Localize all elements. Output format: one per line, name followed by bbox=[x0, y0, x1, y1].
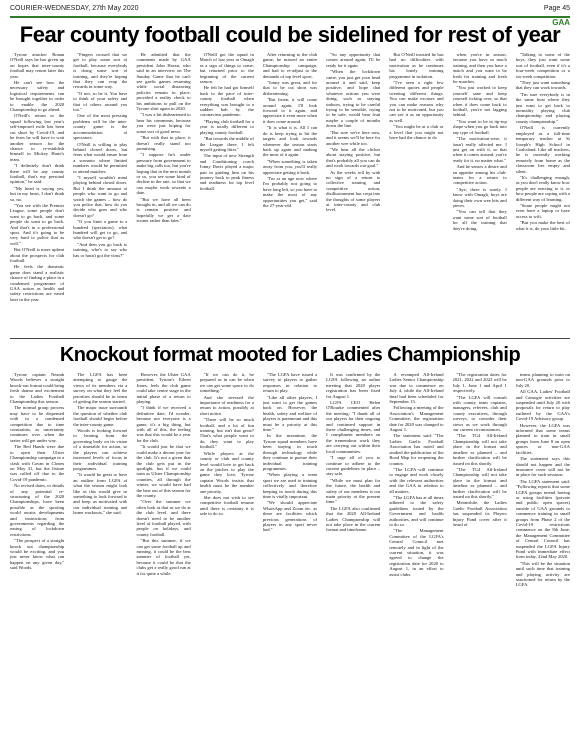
paragraph: "I think if we received a definitive date, I'd wonder, because not everyone is a game, it's a big thing, but with all of this, the feeling was that this would be a year for the club. bbox=[136, 405, 191, 443]
paragraph: The statement says this should not happen and the insurance cover will not be in place for such sessions. bbox=[515, 456, 570, 478]
paragraph: A revamped All-Ireland Ladies Senior Championship was due to commence on July 4, while the All-Ireland final had been scheduled for September 13. bbox=[389, 372, 444, 405]
paragraph: "I myself wouldn't mind playing behind closed doors. But I think the amount of people who want to go and watch the games – how do you police that, how do you decide who goes and who doesn't go? bbox=[73, 174, 128, 218]
paragraph: "But we have all been brought in, and all we can do is remain positive and hopefully we get a date sooner rather than later." bbox=[136, 196, 191, 224]
paragraph: Woods is looking forward to hearing from the governing body on its vision of a timetable for action, so the players can achieve increased levels of focus in their individual training programmes. bbox=[73, 428, 128, 471]
paragraph: The statement said: "The Ladies Gaelic Football Association has noted and studied the publication of the Road Map for reopening the country. bbox=[389, 433, 444, 466]
paragraph: And she stressed the importance of readiness for a return to action, possibly at short notice. bbox=[199, 394, 254, 416]
paragraph: "They just want something that they can work towards. bbox=[515, 80, 570, 91]
paragraph: "Some people might not even have a laptop or have access to wifi. bbox=[515, 202, 570, 219]
paragraph: It was confirmed by the LGFA following an online meeting that 2020 player registration has been fixed for August 1. bbox=[326, 372, 381, 399]
paragraph: "Like all other players, I just want to get the games back on. However, the health, safety and welfare of players is paramount and this must be a priority at this time." bbox=[262, 394, 318, 433]
paragraph: "If not, so be it. You have to think of your safety and that of others around you too." bbox=[73, 90, 128, 113]
paragraph: "You can tell that they want some sort of football for all the training that they're doing. bbox=[452, 209, 507, 231]
paragraph: He felt he had got himself back to the pace of inter-county football when everything was brought to a sudden halt by the coronavirus pandemic. bbox=[199, 85, 254, 118]
paragraph: when you're in season, because you have so much training, and then you have a match and you want to be fresh for training and fresh for matches. bbox=[452, 52, 507, 85]
paragraph: "You might be at a club or a level that you might not have had the chance to do bbox=[389, 124, 444, 141]
paragraph: "The Management Committee of the LGFA's Central Council met remotely and in light of the current situation, it was agreed to change the registration date for 2020 to August 1, in an effort to assist clubs. bbox=[389, 528, 444, 577]
paragraph: "When the lockdown came, you just get your head around it and said, keep positive, and hope that whatever actions you were doing, such as staying indoors, trying to be careful trying to be sensible, trying to be safe, would bear fruit maybe a couple of months down the line. bbox=[326, 69, 381, 129]
paragraph: "Over the summer we often look at that as we do at the club level, and there doesn't need to be another level of football played, with people on holidays, and county football. bbox=[136, 499, 191, 537]
paragraph: "But with that in place, it doesn't really stand too promising. bbox=[136, 135, 191, 151]
paragraph: He admitted that the comments made by GAA president John Horan, who said in an interview on The Sunday Game that he can't see gaelic games resuming while social distancing policies remain in place, provided a reality check to his ambitions to pull on the Tyrone shirt again in 2020. bbox=[136, 52, 191, 112]
text-column bbox=[453, 372, 507, 729]
paragraph: The LGFA also confirmed that the 2020 All-Ireland Ladies Championship will not take place in the current format and timeframe. bbox=[326, 505, 381, 533]
paragraph: "You see with the Premier League, some people don't want to go back, and some people do want to go back. And that's in a professional sport. And it's going to be very hard to police that as well." bbox=[10, 202, 65, 246]
article2-body bbox=[10, 372, 570, 729]
paragraph: "The LGFA will consult with county team captains, managers, referees, club and county executives, through surveys, to consider their views as we work through our current circumstances. bbox=[452, 394, 507, 433]
paragraph: Tyrone attacker Ronan O'Neill says he has given up on hopes that inter-county football may return later this year. bbox=[10, 52, 65, 79]
paragraph: "Aye, there is surely. I know with Omagh, boys are doing their own wee bits and pieces. bbox=[452, 186, 507, 208]
paragraph: He can't see how the necessary safety and logistical requirements can be brought together in order to enable the 2020 Championship to go ahead. bbox=[10, 80, 65, 113]
paragraph: "The TG4 All-Ireland Championship will not take place in the format and timeline as planned – and further clarification will be issued on this shortly." bbox=[452, 466, 507, 499]
paragraph: The LGFA has been attempting to gauge the views of its members via a survey on what they feel the priorities should be in terms of getting the season started. bbox=[73, 372, 128, 405]
article2-headline: Knockout format mooted for Ladies Championship bbox=[59, 344, 521, 366]
paragraph: No revised dates, or details of any potential re-structuring of the 2020 Championships, have been possible as the sporting world awaits developments and instructions from governments regarding the easing of lockdown restrictions. bbox=[10, 483, 65, 537]
paragraph: "I was a bit disheartened to hear his comments, because you were just hoping for some sort of good news. bbox=[136, 112, 191, 134]
paragraph: One of the most pressing problems will be the inter-county game is the accommodation of spectators. bbox=[73, 113, 128, 141]
paragraph: "The LGFA will continue to engage and work closely with the relevant authorities and the GAA in relation to all matters. bbox=[389, 466, 444, 494]
text-column bbox=[200, 52, 254, 333]
paragraph: "I definitely don't think there will be any county football, that's my personal opinion," he said. bbox=[10, 163, 65, 185]
paragraph: "I urge all of you to continue to adhere to the current guidelines in place – stay safe. bbox=[326, 455, 381, 477]
paragraph: "When something is taken away from you, you'll really appreciate getting it back. bbox=[262, 158, 318, 175]
paragraph: "My head is saying yes, but in my heart, I don't think so, no. bbox=[10, 185, 65, 202]
text-column bbox=[73, 52, 127, 333]
paragraph: "We should appreciate WhatsApp and Zoom etc. as these are facilities which previous generations of players in any sport never had." bbox=[262, 500, 318, 533]
text-column bbox=[326, 372, 380, 729]
paragraph: "I suppose he's under pressure from government to make big calls too, but you're hoping that in the next month or so, you see some kind of decline in the rate, so that we can maybe work towards a date. bbox=[136, 152, 191, 196]
paragraph: "But this summer, if we can get some football up and running, it could be the best summer of football yet, because it could be that the clubs get a really good run at it for quite a while. bbox=[136, 538, 191, 576]
text-column bbox=[10, 52, 64, 333]
paragraph: "If you limit a game to a hundred (spectators), what hundred will get to go, and who doesn't get to go? bbox=[73, 219, 128, 241]
paragraph: "I'm at an age now where I'm probably not going to have long left, so you have to make the most of any opportunities you get," said the 27-year-old. bbox=[262, 175, 318, 208]
paragraph: While players at the county or club and county level would love to get back on the pitches to play the game they love, Tyrone captain Woods insists that health must be the number one priority. bbox=[199, 450, 254, 494]
paragraph: teams planning to train on non-GAA grounds prior to July 20. bbox=[515, 372, 570, 388]
text-column bbox=[10, 372, 64, 729]
header-rule bbox=[10, 16, 570, 18]
paragraph: She does not wish to see competitive football resume until there is certainty it is safe to do so. bbox=[199, 494, 254, 517]
paragraph: "You want to be in tip-top shape when you go back into any type of football. bbox=[452, 118, 507, 135]
paragraph: The input of new Strength and Conditioning coach Jonny Davis played a major part in guiding him on his journey back to peak fitness and readiness for top level football. bbox=[199, 153, 254, 191]
paragraph: "It would just be that we could make a decent year for the club. It's not a given that the club gets put in the spotlight, but if we could train as Ulster Championship counties, all through the winter, we would have had the best out of this season for the county. bbox=[136, 444, 191, 498]
article1-body bbox=[10, 52, 570, 333]
paragraph: O'Neill got the squad in March of last year at Omagh as a sign of things to come, but returned prior to the beginning of the current season. bbox=[199, 52, 254, 85]
paragraph: In the meantime, the Tyrone squad members have been staying in touch through technology while they continue to pursue their individual training programmes. bbox=[262, 433, 318, 471]
paragraph: "It's challenging enough, as you don't really know how people are reacting to it, or how people are coping with a different way of learning. bbox=[515, 174, 570, 202]
text-column bbox=[453, 52, 507, 333]
article-divider bbox=[10, 338, 570, 339]
text-column bbox=[263, 52, 317, 333]
paragraph: "The registration dates for 2021, 2022 and 2023 will be July 1, June 1 and April 1 respectively. bbox=[452, 372, 507, 394]
paragraph: "But sure we're here now, and it seems we'll be here for another wee while too. bbox=[326, 129, 381, 146]
paragraph: "But towards the middle of the League there, I felt myself getting fitter." bbox=[199, 136, 254, 152]
paragraph: O'Neill is currently employed as a full-time temporary teacher at St Joseph's High School in Coalisland. Like all teachers, he is currently working remotely from home as the classroom lies empty and silent. bbox=[515, 125, 570, 174]
paragraph: All GAA, Ladies' Football and Camogie activities are suspended until July 20 with proposals for return to play outlined by the GAA's Covid-19 Advisory group. bbox=[515, 389, 570, 422]
paragraph: LGFA CEO Helen O'Rourke commented after the meeting: "I thank all of our players for their ongoing and continued support in these challenging times, and I compliment members on the tremendous work they are carrying out within their local communities. bbox=[326, 400, 381, 454]
paragraph: But O'Neill is more upbeat about the prospects for club football. bbox=[10, 247, 65, 264]
paragraph: As the weeks roll by with no sign of a return to collective training and competitive action, disillusionment has crept into the thoughts of some players at inter-county and club level. bbox=[326, 169, 381, 213]
paragraph: "When playing a team sport we are used to training collectively and therefore keeping in touch during this time is vitally important. bbox=[262, 472, 318, 499]
paragraph: "But you make the best of what it is, do your little bit. bbox=[515, 220, 570, 231]
paragraph: "I've seen a right few different quotes and people tweeting different things. You can make excuses and you can make reasons why not to be motivated, but you can see it as an opportunity as well. bbox=[389, 80, 444, 123]
paragraph: "The LGFA have issued a survey to players to gather responses in relation to return to play. bbox=[262, 372, 318, 394]
paragraph: But O'Neill insisted he has had no difficulties with motivation as he continues his lonely training programme in isolation. bbox=[389, 52, 444, 79]
section-tag: GAA bbox=[552, 18, 570, 27]
paragraph: The Red Hands were due to open their Ulster Championship campaign in a clash with Cavan in Clones on May 31, but the fixture was called off due to the Covid-19 pandemic. bbox=[10, 444, 65, 482]
paragraph: "I'm sure everybody is in the same boat where they just want to get back to normality playing club championship and playing county championship." bbox=[515, 91, 570, 124]
paragraph: "We hear all the cliches about staying positive, but that's probably all you can do and work towards our goal." bbox=[326, 146, 381, 169]
text-column bbox=[136, 52, 190, 333]
paragraph: However, the Ulster GAA president, Tyrone's Eileen Jones, feels the club game could take centre stage in the initial phase of a return to playing. bbox=[136, 372, 191, 405]
text-column bbox=[73, 372, 127, 729]
paragraph: "And then you go back to training, who's to say who has or hasn't got the virus?" bbox=[73, 241, 128, 258]
text-column bbox=[389, 372, 443, 729]
text-column bbox=[326, 52, 380, 333]
paragraph: "There will be so much football, and a lot of fun training, but isn't that great? That's what people want to do, they want to play football." bbox=[199, 417, 254, 450]
article1-headline: Fear county football could be sidelined for rest of year bbox=[19, 22, 561, 47]
paragraph: "Jonny was great, and for that to be cut short was disheartening. bbox=[262, 80, 318, 96]
paragraph: After returning to the club game, he missed an entire Championship campaign, and had to re-adjust to the demands of top level sport. bbox=[262, 52, 318, 79]
paragraph: "The prospect of a straight knock out championship would be exciting, and you just never know what can happen on any given day," said Woods. bbox=[10, 538, 65, 571]
paragraph: "It is what it is. All I can do is keep trying to hit the targets and look towards whenever the season starts back up again and making the most of it again. bbox=[262, 125, 318, 158]
paragraph: "So any opportunity that comes around again, I'll be ready for it again. bbox=[326, 52, 381, 68]
page-number: Page 45 bbox=[543, 5, 570, 12]
text-column bbox=[136, 372, 190, 729]
paragraph: "You just worked to keep yourself sane and keep yourself ticking over, so that when it does come back to football, you're not lagging behind. bbox=[452, 85, 507, 118]
paragraph: "While we must plan for the future, the health and safety of our members is our main priority at the present time." bbox=[326, 477, 381, 505]
paragraph: However, the LGFA was informed that some teams planned to train in small groups from June 8 on open spaces or non-GAA facilities. bbox=[515, 422, 570, 455]
paragraph: The LGFA statement said: "Following reports that some LGFA groups intend having or using facilities (private and public open spaces) outside of GAA grounds to commence training in small groups from Phase 2 of the Covid-19 restrictions commence on the 8th June, the Management Committee of Central Council has suspended the LGFA Injury Fund with immediate effect from today, 22nd May 2020. bbox=[515, 478, 570, 560]
paragraph: "The LGFA has at all times adhered to the safety guidelines issued by the Government and health authorities, and will continue to do so. bbox=[389, 494, 444, 527]
paragraph: The major issue surrounds the question of whether club football should begin before the inter-county game. bbox=[73, 405, 128, 427]
page-header bbox=[10, 3, 570, 15]
paragraph: "The TG4 All-Ireland Championship will not take place in the format and timeline as planned – and further clarification will be issued on this shortly. bbox=[452, 433, 507, 466]
paragraph: "If we can do it, be prepared as in can be when we can get some space to do something." bbox=[199, 372, 254, 394]
paragraph: Meanwhile, the Ladies Gaelic Football Association has suspended its Players Injury Fund cover after it heard of bbox=[452, 500, 507, 527]
paragraph: "The motivation-wise, it hasn't really affected me. I just get on with it, so that when it comes around, you're ready for it, no matter what." bbox=[452, 136, 507, 163]
paragraph: Tyrone captain Neamh Woods believes a straight knock-out format could bring fresh drama and excitement to the Ladies Football Championship this season. bbox=[10, 372, 65, 405]
paragraph: O'Neill is willing to play behind closed doors, but fears what would ensue from a scenario where limited numbers would be permitted to attend matches. bbox=[73, 141, 128, 174]
text-column bbox=[516, 372, 570, 729]
paragraph: "Talking to some of the boys, they just want some sort of football, even if it's a four-week competition or a six-week competition. bbox=[515, 52, 570, 79]
text-column bbox=[263, 372, 317, 729]
paragraph: "Fingers crossed that we get to play some sort of football, because everybody is doing some sort of training, and they're hoping that they can reap the rewards in some way. bbox=[73, 52, 128, 90]
text-column bbox=[516, 52, 570, 333]
text-column bbox=[200, 372, 254, 729]
paragraph: "Playing club football for a year is totally different to playing county football. bbox=[199, 118, 254, 135]
paragraph: He feels the domestic game does stand a realistic chance of finding a place in a condensed programme of GAA action as health and safety restrictions are eased later in the year. bbox=[10, 264, 65, 302]
paragraph: And he senses a desire and an appetite among his club-mates for a return to competitive action. bbox=[452, 164, 507, 186]
paragraph: O'Neill's return to the squad following last year's self-imposed exile has been cut short by Covid-19, and he fears he will have to wait another season for the chance to re-establish himself in Mickey Harte's team. bbox=[10, 113, 65, 162]
newspaper-date: COURIER-WEDNESDAY, 27th May 2020 bbox=[10, 5, 139, 12]
text-column bbox=[389, 52, 443, 333]
paragraph: Following a meeting of the Association's Management Committee, the registration date for 2020 was changed to August 1. bbox=[389, 405, 444, 433]
paragraph: "This will be the situation until such time that training and playing activity are sanctioned for return by the LGFA. bbox=[515, 560, 570, 588]
paragraph: "It would be great to have an outline from LGFA of what the season might look like as this would give us something to look forward to and keep us motivated with our individual training and home workouts," she said. bbox=[73, 472, 128, 516]
paragraph: "But listen, it will come around again, I'll look forward to it again, and appreciate it even more when it does come around. bbox=[262, 97, 318, 124]
paragraph: The normal group process may have to be dispensed with in a condensed competition due to time constraints, as uncertainty continues over when the series will get under way. bbox=[10, 405, 65, 443]
